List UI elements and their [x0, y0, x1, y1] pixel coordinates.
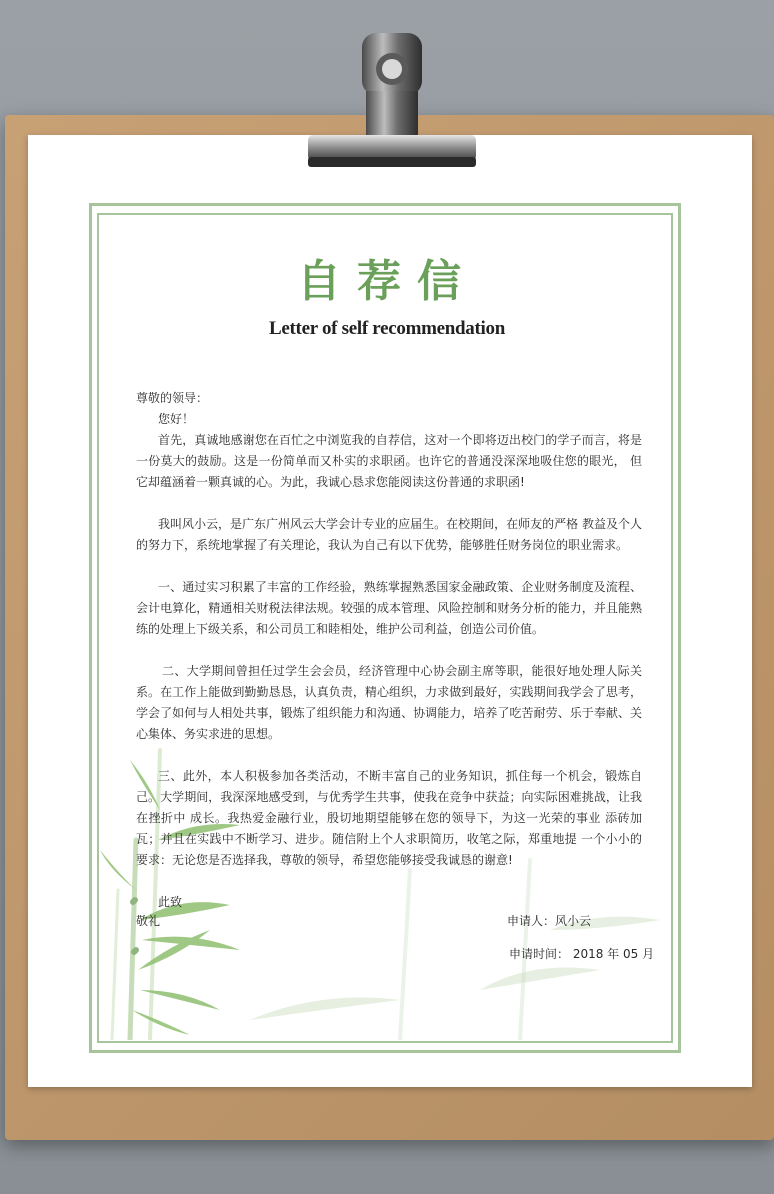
letter-subtitle: Letter of self recommendation [269, 318, 505, 339]
paragraph-strength-2: 二、大学期间曾担任过学生会会员，经济管理中心协会副主席等职，能很好地处理人际关系。在工作上能做到勤勤恳恳，认真负责，精心组织，力求做到最好，实践期间我学会了思考，学会了如何与人相处共事，锻炼了组织能力和沟通、协调能力，培养了吃苦耐劳、乐于奉献、关心集体、务实求进的思想。 [136, 664, 642, 741]
greeting: 您好！ [158, 412, 195, 426]
letter-body [136, 388, 642, 913]
salutation: 尊敬的领导： [136, 391, 209, 405]
closing: 此致 [158, 895, 183, 909]
paragraph-background: 我叫风小云，是广东广州风云大学会计专业的应届生。在校期间，在师友的严格 教益及个人的努力下，系统地掌握了有关理论，我认为自己有以下优势，能够胜任财务岗位的职业需求。 [136, 517, 642, 552]
paragraph-intro: 首先，真诚地感谢您在百忙之中浏览我的自荐信，这对一个即将迈出校门的学子而言，将是一份莫大的鼓励。这是一份简单而又朴实的求职函。也许它的普通没深深地吸住您的眼光， 但它却蕴涵着一颗真诚的心。为此，我诚心恳求您能阅读这份普通的求职函! [136, 433, 642, 489]
paragraph-strength-3: 三、此外，本人积极参加各类活动，不断丰富自己的业务知识，抓住每一个机会，锻炼自己。大学期间，我深深地感受到，与优秀学生共事，使我在竞争中获益；向实际困难挑战，让我在挫折中 成长。我热爱金融行业，殷切地期望能够在您的领导下，为这一光荣的事业 添砖加瓦；并且在实践中不断学习、进步。随信附上个人求职简历，收笔之际，郑重地提 一个小小的要求：无论您是否选择我，尊敬的领导，希望您能够接受我诚恳的谢意! [136, 769, 642, 867]
regards: 敬礼 [136, 914, 161, 928]
binder-clip-icon [300, 25, 480, 185]
letter-title: 自荐信 [297, 256, 477, 307]
application-date: 申请时间： 2018 年 05 月 [509, 947, 655, 961]
paragraph-strength-1: 一、通过实习积累了丰富的工作经验，熟练掌握熟悉国家金融政策、企业财务制度及流程、会计电算化，精通相关财税法律法规。较强的成本管理、风险控制和财务分析的能力，并且能熟练的处理上下级关系，和公司员工和睦相处，维护公司利益，创造公司价值。 [136, 580, 642, 636]
applicant-name: 申请人：风小云 [507, 914, 592, 928]
